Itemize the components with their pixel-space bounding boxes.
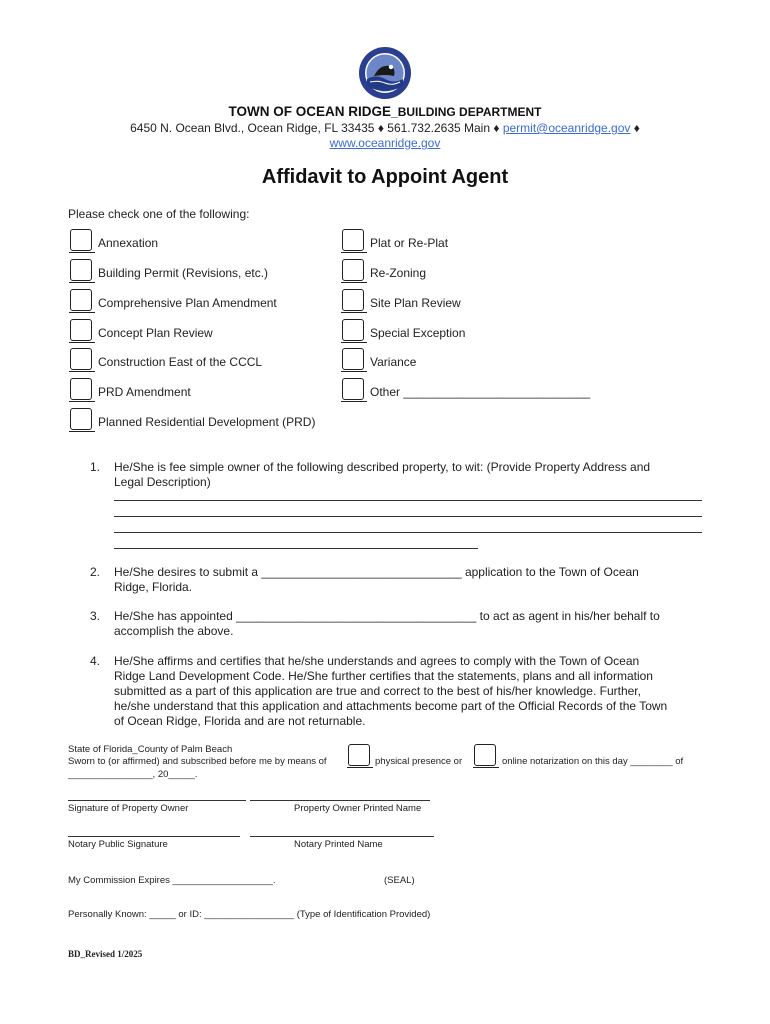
item-number: 4. (90, 654, 101, 668)
instruction-text: Please check one of the following: (68, 207, 250, 221)
item-line: Ridge, Florida. (114, 580, 193, 594)
checkbox[interactable] (342, 378, 364, 400)
header-website (0, 136, 770, 150)
item-line: He/She affirms and certifies that he/she understands and agrees to comply with the Town of Ocean (114, 654, 640, 668)
physical-presence-checkbox[interactable] (348, 744, 370, 766)
option-label: Annexation (98, 236, 159, 250)
item-number: 3. (90, 609, 101, 623)
option-other[interactable] (342, 378, 590, 400)
notary-signature-label: Notary Public Signature (68, 839, 168, 850)
document-title: Affidavit to Appoint Agent (261, 166, 509, 188)
checkbox[interactable] (70, 319, 92, 341)
checkbox[interactable] (342, 229, 364, 251)
option-building-permit[interactable] (70, 259, 268, 281)
option-site-plan[interactable] (342, 289, 461, 311)
date-line: ________________, 20_____. (68, 769, 198, 780)
item-2-text (114, 565, 714, 595)
commission-expires: My Commission Expires ___________________. (68, 875, 276, 886)
item-3-text (114, 609, 724, 639)
option-variance[interactable] (342, 348, 416, 370)
option-label: Other ____________________________ (370, 385, 591, 399)
notary-signature-line[interactable] (68, 836, 240, 837)
item-1-text (114, 460, 714, 490)
notary-printed-label: Notary Printed Name (294, 839, 383, 850)
option-label: Concept Plan Review (98, 326, 213, 340)
item-line: of Ocean Ridge, Florida and are not returnable. (114, 714, 366, 728)
item-line: He/She has appointed ____________________________________ to act as agent in his/her behalf to (114, 609, 660, 623)
notary-printed-line[interactable] (250, 836, 434, 837)
option-label: Variance (370, 355, 417, 369)
item-number: 1. (90, 460, 101, 474)
item-line: he/she understand that this application and attachments become part of the Official Records of the Town (114, 699, 668, 713)
physical-presence-label: physical presence or (375, 756, 463, 767)
online-notarization-label: online notarization on this day ________ of (502, 756, 684, 767)
checkbox[interactable] (70, 348, 92, 370)
owner-printed-label: Property Owner Printed Name (294, 803, 422, 814)
option-label: PRD Amendment (98, 385, 191, 399)
description-line[interactable] (114, 548, 478, 549)
option-label: Building Permit (Revisions, etc.) (98, 266, 269, 280)
checkbox[interactable] (342, 289, 364, 311)
item-line: He/She is fee simple owner of the following described property, to wit: (Provide Property Address and (114, 460, 651, 474)
item-4-text (114, 654, 724, 729)
description-line[interactable] (114, 532, 702, 533)
item-line: submitted as a part of this application are true and correct to the best of his/her knowledge. Further, (114, 684, 641, 698)
option-label: Site Plan Review (370, 296, 461, 310)
town-seal-logo (358, 46, 412, 100)
owner-signature-label: Signature of Property Owner (68, 803, 189, 814)
checkbox[interactable] (342, 259, 364, 281)
option-label: Planned Residential Development (PRD) (98, 415, 316, 429)
address-suffix: ♦ (630, 121, 640, 135)
item-line: Legal Description) (114, 475, 211, 489)
option-label: Plat or Re-Plat (370, 236, 449, 250)
description-line[interactable] (114, 500, 702, 501)
option-annexation[interactable] (70, 229, 158, 251)
item-line: Ridge Land Development Code. He/She further certifies that the statements, plans and all information (114, 669, 653, 683)
option-concept-plan[interactable] (70, 319, 213, 341)
option-prd[interactable] (70, 408, 315, 430)
checkbox[interactable] (70, 289, 92, 311)
option-label: Construction East of the CCCL (98, 355, 263, 369)
option-label: Comprehensive Plan Amendment (98, 296, 277, 310)
sworn-prefix: Sworn to (or affirmed) and subscribed before me by means of (68, 756, 327, 767)
option-label: Re-Zoning (370, 266, 427, 280)
option-special-exception[interactable] (342, 319, 465, 341)
option-prd-amendment[interactable] (70, 378, 191, 400)
item-number: 2. (90, 565, 101, 579)
town-name: TOWN OF OCEAN RIDGE (228, 104, 392, 119)
address-text: 6450 N. Ocean Blvd., Ocean Ridge, FL 33435 ♦ 561.732.2635 Main ♦ (130, 121, 503, 135)
owner-printed-line[interactable] (250, 800, 430, 801)
option-comprehensive-plan[interactable] (70, 289, 277, 311)
option-construction-cccl[interactable] (70, 348, 262, 370)
item-line: accomplish the above. (114, 624, 234, 638)
option-rezoning[interactable] (342, 259, 426, 281)
checkbox[interactable] (342, 319, 364, 341)
state-county-line: State of Florida_County of Palm Beach (68, 744, 233, 755)
option-plat[interactable] (342, 229, 448, 251)
personally-known-line: Personally Known: _____ or ID: _________________ (Type of Identification Provided) (68, 909, 431, 920)
header-title (0, 104, 770, 119)
website-link[interactable]: www.oceanridge.gov (329, 136, 441, 150)
description-line[interactable] (114, 516, 702, 517)
email-link[interactable]: permit@oceanridge.gov (502, 121, 631, 135)
online-notarization-checkbox[interactable] (474, 744, 496, 766)
checkbox[interactable] (70, 408, 92, 430)
checkbox[interactable] (70, 378, 92, 400)
department-name: _BUILDING DEPARTMENT (391, 105, 542, 119)
item-line: He/She desires to submit a ______________________________ application to the Town of Ocean (114, 565, 639, 579)
checkbox[interactable] (342, 348, 364, 370)
seal-label: (SEAL) (384, 875, 415, 886)
header-address (0, 121, 770, 135)
checkbox[interactable] (70, 229, 92, 251)
revision-footer: BD_Revised 1/2025 (68, 949, 143, 959)
option-label: Special Exception (370, 326, 466, 340)
checkbox[interactable] (70, 259, 92, 281)
owner-signature-line[interactable] (68, 800, 246, 801)
